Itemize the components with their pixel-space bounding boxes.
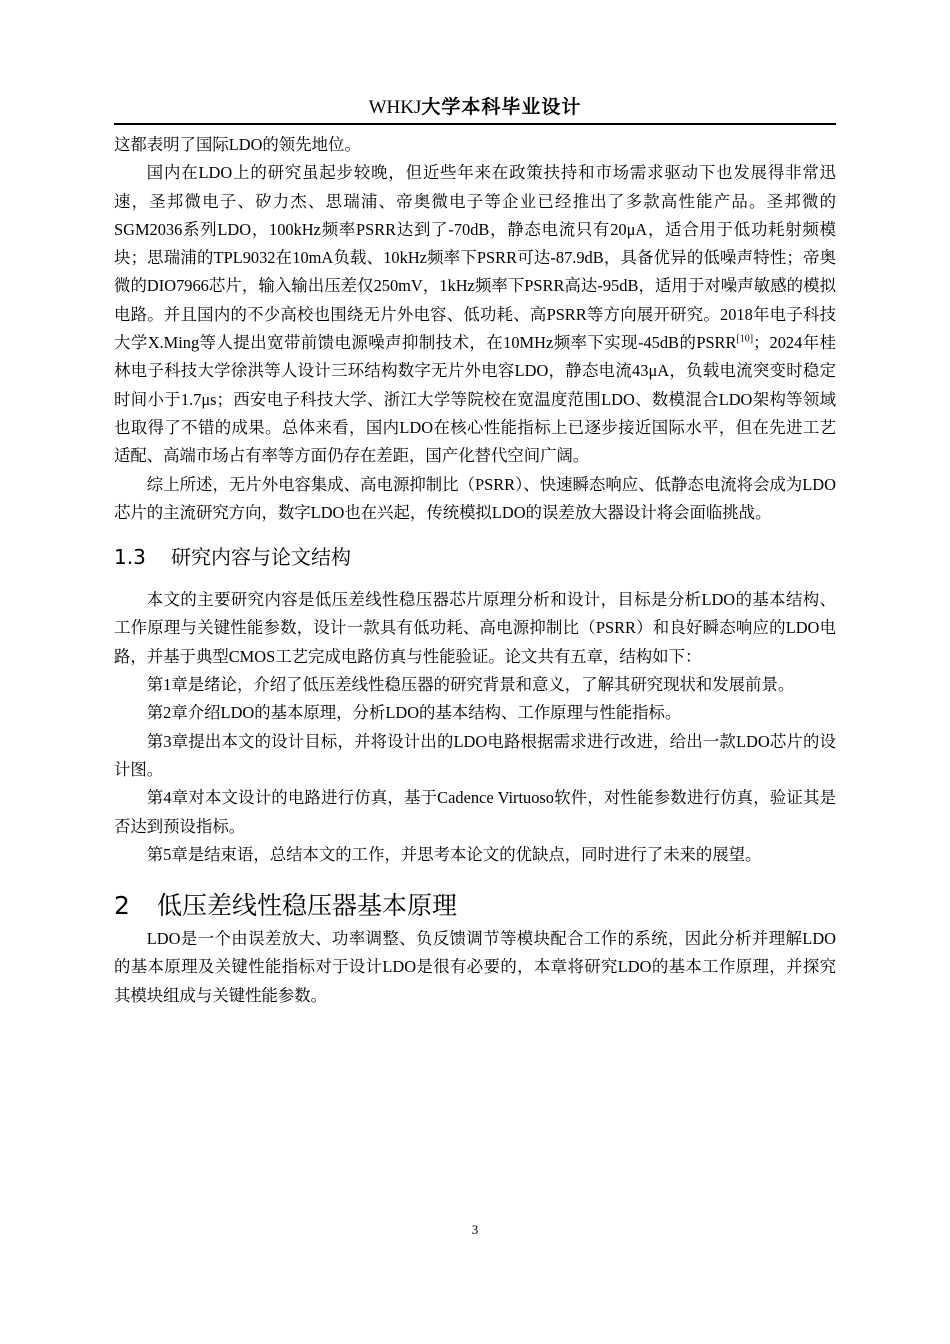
header-latin: WHKJ xyxy=(368,97,422,118)
chapter-heading xyxy=(114,889,836,923)
header-title: 大学本科毕业设计 xyxy=(421,96,582,118)
paragraph-chapter-3: 第3章提出本文的设计目标，并将设计出的LDO电路根据需求进行改进，给出一款LDO芯片的设计图。 xyxy=(114,731,836,779)
paragraph-domestic-research xyxy=(114,159,836,470)
paragraph-chapter-4: 第4章对本文设计的电路进行仿真，基于Cadence Virtuoso软件，对性能参数进行仿真，验证其是否达到预设指标。 xyxy=(114,788,836,836)
section-heading xyxy=(114,542,836,572)
paragraph-research-content: 本文的主要研究内容是低压差线性稳压器芯片原理分析和设计，目标是分析LDO的基本结构、工作原理与关键性能参数，设计一款具有低功耗、高电源抑制比（PSRR）和良好瞬态响应的LDO电路，并基于典型CMOS工艺完成电路仿真与性能验证。论文共有五章，结构如下： xyxy=(114,590,836,666)
citation-ref: [10] xyxy=(736,333,754,345)
page-number: 3 xyxy=(471,1222,479,1237)
paragraph-continuation: 这都表明了国际LDO的领先地位。 xyxy=(114,135,361,154)
page-body xyxy=(114,131,836,1010)
paragraph-summary: 综上所述，无片外电容集成、高电源抑制比（PSRR）、快速瞬态响应、低静态电流将会成为LDO芯片的主流研究方向，数字LDO也在兴起，传统模拟LDO的误差放大器设计将会面临挑战。 xyxy=(114,474,836,522)
paragraph-chapter-2: 第2章介绍LDO的基本原理，分析LDO的基本结构、工作原理与性能指标。 xyxy=(146,703,682,723)
paragraph-text: ；2024年桂林电子科技大学徐洪等人设计三环结构数字无片外电容LDO，静态电流43μA，负载电流突变时稳定时间小于1.7μs；西安电子科技大学、浙江大学等院校在宽温度范围LDO、数模混合LDO架构等领域也取得了不错的成果。总体来看，国内LDO在核心性能指标上已逐步接近国际水平，但在先进工艺适配、高端市场占有率等方面仍存在差距，国产化替代空间广阔。 xyxy=(114,333,837,466)
chapter-title: 低压差线性稳压器基本原理 xyxy=(157,891,458,921)
page-header xyxy=(114,96,836,125)
section-title: 研究内容与论文结构 xyxy=(171,545,351,570)
paragraph-chapter-5: 第5章是结束语，总结本文的工作，并思考本论文的优缺点，同时进行了未来的展望。 xyxy=(146,844,762,864)
section-number: 1.3 xyxy=(114,545,146,570)
paragraph-chapter-intro: LDO是一个由误差放大、功率调整、负反馈调节等模块配合工作的系统，因此分析并理解LDO的基本原理及关键性能指标对于设计LDO是很有必要的，本章将研究LDO的基本工作原理，并探究其模块组成与关键性能参数。 xyxy=(114,929,836,1005)
paragraph-chapter-1: 第1章是绪论，介绍了低压差线性稳压器的研究背景和意义，了解其研究现状和发展前景。 xyxy=(146,675,795,695)
chapter-number: 2 xyxy=(114,891,130,921)
paragraph-text: 国内在LDO上的研究虽起步较晚，但近些年来在政策扶持和市场需求驱动下也发展得非常迅速，圣邦微电子、矽力杰、思瑞浦、帝奥微电子等企业已经推出了多款高性能产品。圣邦微的SGM2036系列LDO，100kHz频率PSRR达到了-70dB，静态电流只有20μA，适合用于低功耗射频模块；思瑞浦的TPL9032在10mA负载、10kHz频率下PSRR可达-87.9dB，具备优异的低噪声特性；帝奥微的DIO7966芯片，输入输出压差仅250mV，1kHz频率下PSRR高达-95dB，适用于对噪声敏感的模拟电路。并且国内的不少高校也围绕无片外电容、低功耗、高PSRR等方向展开研究。2018年电子科技大学X.Ming等人提出宽带前馈电源噪声抑制技术，在10MHz频率下实现-45dB的PSRR xyxy=(114,163,836,353)
